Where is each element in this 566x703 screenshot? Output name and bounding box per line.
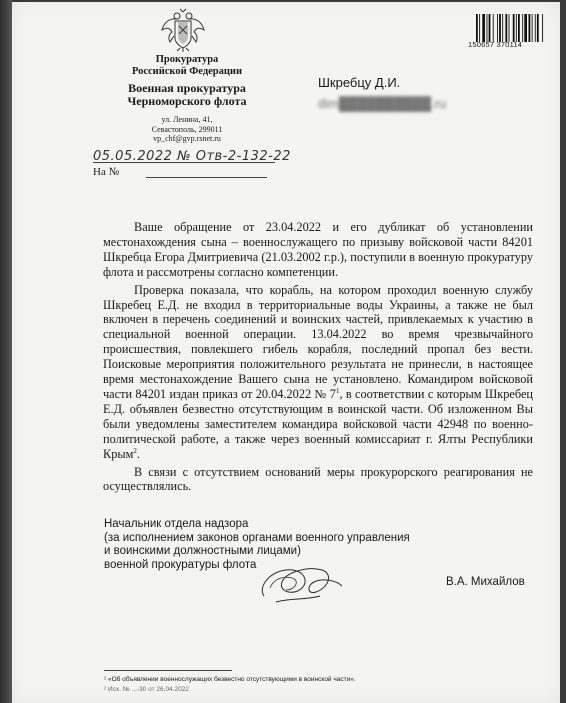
handwritten-signature: [256, 558, 348, 608]
document-page: [12, 2, 560, 703]
body-paragraph-3: В связи с отсутствием оснований меры прокурорского реагирования не осуществлялись.: [103, 464, 533, 494]
registration-underline: [93, 162, 275, 163]
footnote-2: ² Исх. № ...-30 от 26.04.2022: [104, 686, 189, 693]
recipient-name: Шкребцу Д.И.: [318, 75, 401, 90]
scan-shadow-left: [0, 0, 12, 703]
russian-coat-of-arms-icon: [160, 8, 206, 52]
reference-number-underline: [146, 177, 267, 178]
signatory-title: Начальник отдела надзора (за исполнением законов органами военного управления и воинскими должностными лицами) военной прокуратуры флота: [104, 518, 410, 571]
signatory-name: В.А. Михайлов: [446, 576, 525, 588]
recipient-email-blurred: dim██████████.ru: [318, 96, 447, 111]
body-paragraph-2: Проверка показала, что корабль, на котором проходил военную службу Шкребец Е.Д. не входил в территориальные воды Украины, а также не был включен в перечень соединений и воинских частей, привлекаемых к участию в специальной военной операции. 13.04.2022 во время чрезвычайного происшествия, повлекшего гибель корабля, последний пропал без вести. Поисковые мероприятия положительного результата не принесли, в настоящее время местонахождение Вашего сына не установлено. Командиром войсковой части 84201 издан приказ от 20.04.2022 № $7^1$, в соответствии с которым Шкребец Е.Д. объявлен безвестно отсутствующим в воинской части. Об изложенном Вы были уведомлены заместителем командира войсковой части 42948 по военно-политической работе, а также через военный комиссариат г. Ялты Республики Крым$^2$.: [103, 282, 533, 461]
handwritten-registration: 05.05.2022 № Отв-2-132-22: [93, 149, 291, 164]
org-address: ул. Ленина, 41, Севастополь, 299011 vp_chf@gvp.rsnet.ru: [151, 115, 223, 143]
footnote-ref-1: 1: [335, 386, 340, 395]
scan-shadow-right: [560, 0, 566, 703]
org-military-prosecutor: Военная прокуратура Черноморского флота: [127, 81, 247, 108]
org-prosecutor-office: Прокуратура Российской Федерации: [131, 54, 243, 77]
footnote-ref-2: 2: [133, 446, 137, 455]
barcode-icon: [476, 14, 566, 42]
reference-number-label: На №: [93, 166, 120, 178]
body-paragraph-1: Ваше обращение от 23.04.2022 и его дубликат об установлении местонахождения сына – военнослужащего по призыву войсковой части 84201 Шкребца Егора Дмитриевича (21.03.2002 г.р.), поступили в военную прокуратуру флота и рассмотрены согласно компетенции.: [103, 220, 533, 279]
barcode-number: 150657 370114: [468, 40, 523, 49]
footnote-separator: [104, 670, 232, 671]
footnote-1: ¹ «Об объявлении военнослужащих безвестно отсутствующими в воинской части».: [104, 676, 356, 683]
letter-body: [103, 220, 533, 494]
